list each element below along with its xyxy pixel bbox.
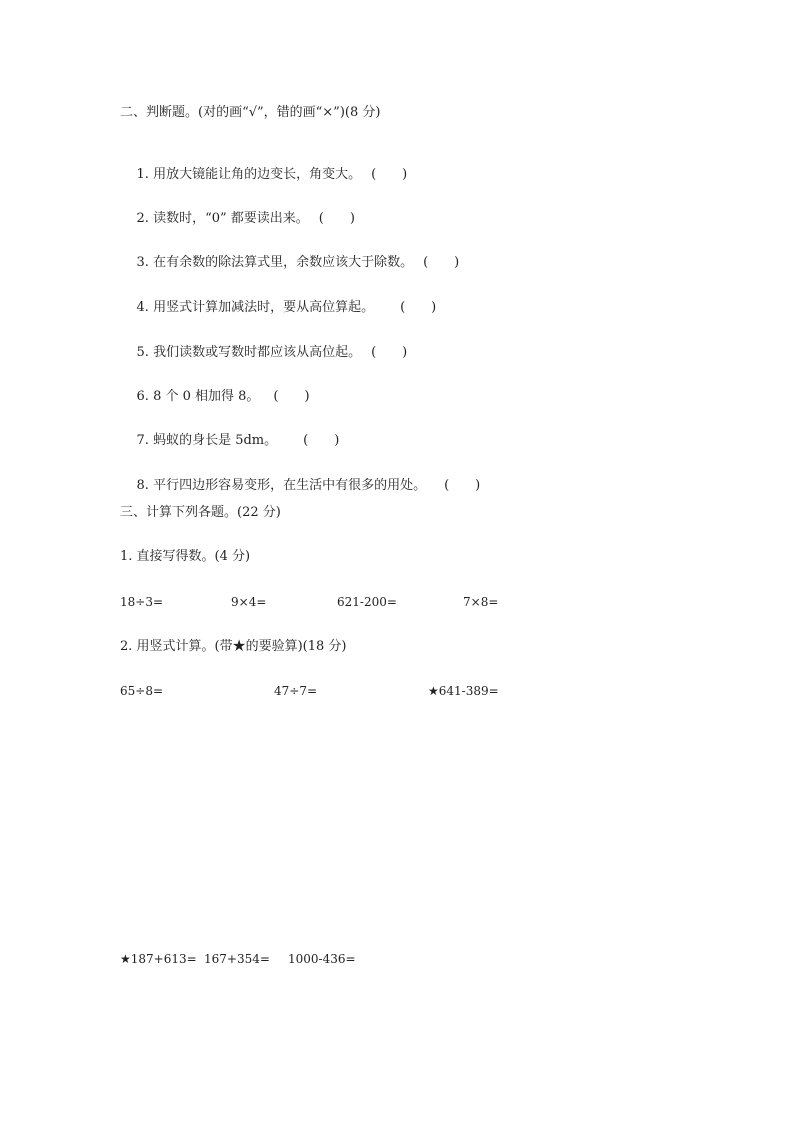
vertical-problem: ★187+613=: [120, 952, 197, 966]
answer-parentheses[interactable]: ( ): [423, 255, 460, 270]
judge-item-text: 5. 我们读数或写数时都应该从高位起。: [136, 345, 362, 360]
answer-parentheses[interactable]: ( ): [400, 300, 437, 315]
judge-item-text: 6. 8 个 0 相加得 8。: [136, 389, 260, 404]
section-3-title: 三、计算下列各题。(22 分): [120, 505, 281, 520]
judge-item-text: 3. 在有余数的除法算式里，余数应该大于除数。: [136, 255, 414, 270]
vertical-problem: ★641-389=: [428, 684, 499, 698]
judge-item-text: 2. 读数时，“0” 都要读出来。: [136, 211, 309, 226]
judge-item-text: 4. 用竖式计算加减法时，要从高位算起。: [136, 300, 375, 315]
answer-parentheses[interactable]: ( ): [371, 167, 408, 182]
oral-problem: 7×8=: [463, 595, 499, 609]
answer-parentheses[interactable]: ( ): [303, 433, 340, 448]
answer-parentheses[interactable]: ( ): [371, 345, 408, 360]
oral-problem: 18÷3=: [120, 595, 164, 609]
judge-item-text: 1. 用放大镜能让角的边变长，角变大。: [136, 167, 362, 182]
vertical-problem: 65÷8=: [120, 684, 164, 698]
vertical-problem: 167+354=: [204, 952, 270, 966]
vertical-problem: 1000-436=: [288, 952, 356, 966]
calc-question-1-title: 1. 直接写得数。(4 分): [120, 549, 251, 564]
calc-question-2-title: 2. 用竖式计算。(带★的要验算)(18 分): [120, 639, 347, 654]
answer-parentheses[interactable]: ( ): [318, 211, 355, 226]
answer-parentheses[interactable]: ( ): [444, 478, 481, 493]
oral-problem: 621-200=: [337, 595, 397, 609]
oral-problem: 9×4=: [231, 595, 267, 609]
vertical-problem: 47÷7=: [274, 684, 318, 698]
section-2-title: 二、判断题。(对的画“√”，错的画“×”)(8 分): [120, 105, 381, 120]
judge-item-text: 7. 蚂蚁的身长是 5dm。: [136, 433, 278, 448]
answer-parentheses[interactable]: ( ): [273, 389, 310, 404]
judge-item-text: 8. 平行四边形容易变形，在生活中有很多的用处。: [136, 478, 427, 493]
